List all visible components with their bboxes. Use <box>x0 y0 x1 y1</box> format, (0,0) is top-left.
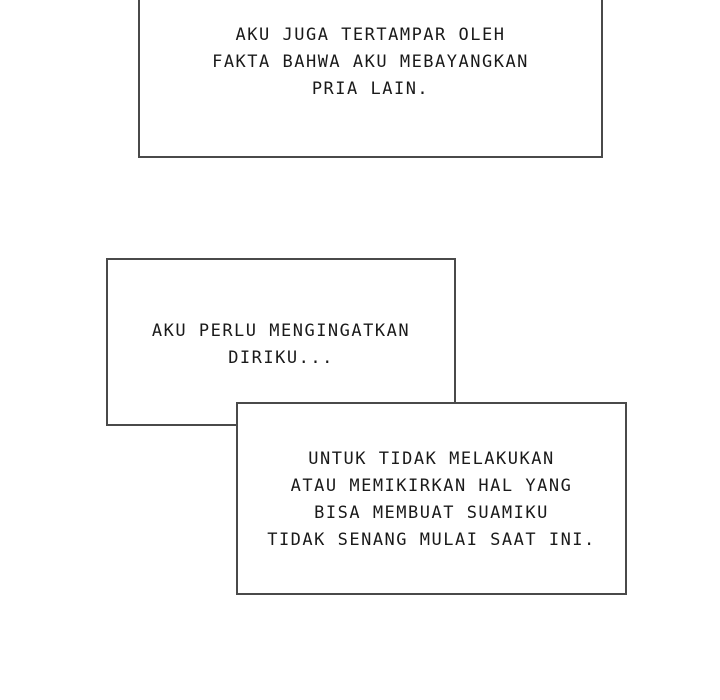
caption-line: ATAU MEMIKIRKAN HAL YANG <box>290 476 573 496</box>
caption-line: AKU PERLU MENGINGATKAN <box>151 321 411 341</box>
caption-text-top <box>138 22 603 103</box>
caption-text-bottom <box>236 446 627 554</box>
caption-line: UNTUK TIDAK MELAKUKAN <box>308 449 555 469</box>
caption-line: FAKTA BAHWA AKU MEBAYANGKAN <box>212 52 529 72</box>
caption-line: DIRIKU... <box>228 348 334 368</box>
caption-line: AKU JUGA TERTAMPAR OLEH <box>235 25 506 45</box>
caption-text-middle <box>106 318 456 372</box>
caption-line: TIDAK SENANG MULAI SAAT INI. <box>267 530 596 550</box>
caption-line: BISA MEMBUAT SUAMIKU <box>314 503 549 523</box>
caption-line: PRIA LAIN. <box>311 79 430 99</box>
